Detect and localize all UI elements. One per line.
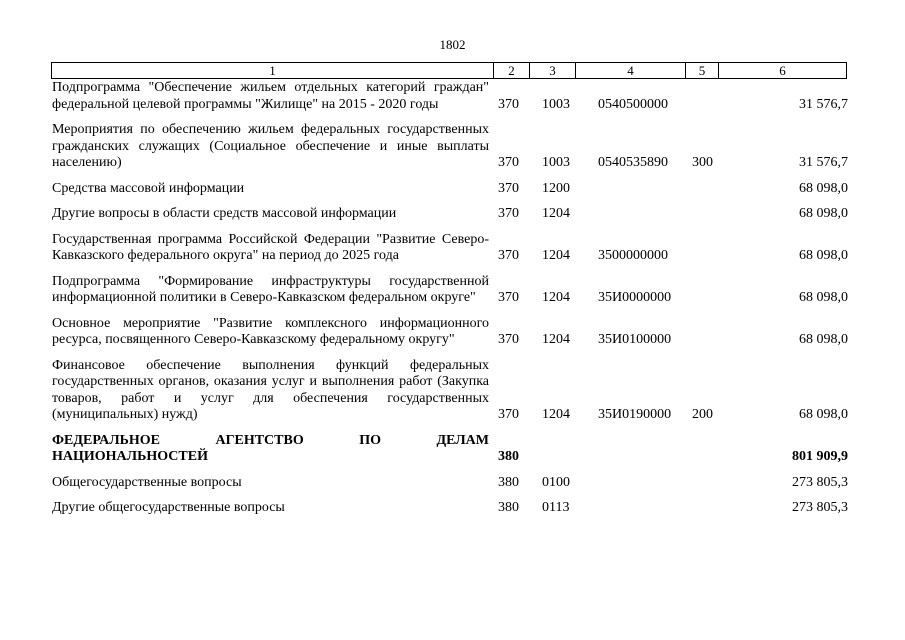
row-description: Мероприятия по обеспечению жильем федеральных государственных гражданских служащих (Социальное обеспечение и иные выплаты населению) <box>52 122 489 170</box>
row-cell-3: 1200 <box>542 180 570 196</box>
table-row <box>52 80 848 113</box>
header-col-4: 4 <box>576 63 686 78</box>
row-cell-4: 0540500000 <box>598 96 668 112</box>
header-col-1: 1 <box>52 63 494 78</box>
row-cell-2: 370 <box>498 206 519 221</box>
row-cell-2: 380 <box>498 474 519 490</box>
row-cell-4: 3500000000 <box>598 248 668 263</box>
row-description: Подпрограмма "Обеспечение жильем отдельных категорий граждан" федеральной целевой программы "Жилище" на 2015 - 2020 годы <box>52 80 489 112</box>
table-row <box>52 122 848 172</box>
row-description: Другие вопросы в области средств массовой информации <box>52 206 397 221</box>
header-col-3: 3 <box>530 63 576 78</box>
row-cell-6: 68 098,0 <box>799 206 848 221</box>
row-cell-4: 35И0000000 <box>598 290 672 305</box>
table-row <box>52 316 848 349</box>
row-cell-6: 68 098,0 <box>799 332 848 347</box>
row-cell-6: 273 805,3 <box>792 500 848 515</box>
row-cell-2: 370 <box>498 407 519 422</box>
row-description: Общегосударственные вопросы <box>52 474 242 490</box>
row-cell-3: 1003 <box>542 96 570 112</box>
row-description: Средства массовой информации <box>52 180 245 196</box>
row-cell-3: 1204 <box>542 248 570 263</box>
page-number: 1802 <box>439 37 466 52</box>
header-col-5: 5 <box>686 63 719 78</box>
row-cell-2: 370 <box>498 155 519 170</box>
table-header <box>51 62 847 79</box>
row-cell-2: 370 <box>498 332 519 347</box>
row-cell-2: 380 <box>498 449 519 464</box>
table-row <box>52 500 848 517</box>
row-cell-5: 300 <box>692 155 713 170</box>
row-cell-4: 35И0100000 <box>598 332 672 347</box>
table-row <box>52 274 848 307</box>
row-cell-4: 35И0190000 <box>598 407 672 422</box>
row-description: ФЕДЕРАЛЬНОЕ АГЕНТСТВО ПО ДЕЛАМ НАЦИОНАЛЬНОСТЕЙ <box>52 432 489 464</box>
table-body <box>52 80 848 526</box>
row-cell-2: 370 <box>498 290 519 305</box>
table-row <box>52 232 848 265</box>
table-row <box>52 181 848 198</box>
row-cell-3: 1204 <box>542 332 570 347</box>
row-cell-6: 68 098,0 <box>799 290 848 305</box>
row-cell-4: 0540535890 <box>598 155 668 170</box>
header-col-6: 6 <box>779 63 786 78</box>
row-cell-3: 1204 <box>542 206 570 221</box>
row-description: Финансовое обеспечение выполнения функций федеральных государственных органов, оказания услуг и выполнения работ (Закупка товаров, работ и услуг для обеспечения государственных (муниципальных) нужд) <box>52 357 489 422</box>
row-cell-3: 0113 <box>542 500 570 515</box>
row-cell-2: 370 <box>498 180 519 196</box>
row-description: Основное мероприятие "Развитие комплексного информационного ресурса, посвященного Северо-Кавказскому федеральному округу" <box>52 315 489 347</box>
row-cell-3: 1204 <box>542 407 570 422</box>
table-row <box>52 206 848 223</box>
row-cell-6: 68 098,0 <box>799 407 848 422</box>
row-description: Подпрограмма "Формирование инфраструктуры государственной информационной политики в Северо-Кавказском федеральном округе" <box>52 273 489 305</box>
header-col-2: 2 <box>494 63 530 78</box>
row-cell-5: 200 <box>692 407 713 422</box>
table-row <box>52 433 848 466</box>
table-row <box>52 475 848 492</box>
row-cell-6: 801 909,9 <box>792 449 848 464</box>
row-cell-6: 273 805,3 <box>792 474 848 490</box>
row-cell-2: 380 <box>498 500 519 515</box>
row-cell-3: 0100 <box>542 474 570 490</box>
row-cell-6: 31 576,7 <box>799 96 848 112</box>
row-description: Другие общегосударственные вопросы <box>52 500 285 515</box>
row-description: Государственная программа Российской Федерации "Развитие Северо-Кавказского федерального округа" на период до 2025 года <box>52 231 489 263</box>
row-cell-3: 1003 <box>542 155 570 170</box>
row-cell-2: 370 <box>498 248 519 263</box>
row-cell-2: 370 <box>498 96 519 112</box>
row-cell-3: 1204 <box>542 290 570 305</box>
table-row <box>52 358 848 424</box>
row-cell-6: 31 576,7 <box>799 155 848 170</box>
row-cell-6: 68 098,0 <box>799 248 848 263</box>
row-cell-6: 68 098,0 <box>799 180 848 196</box>
